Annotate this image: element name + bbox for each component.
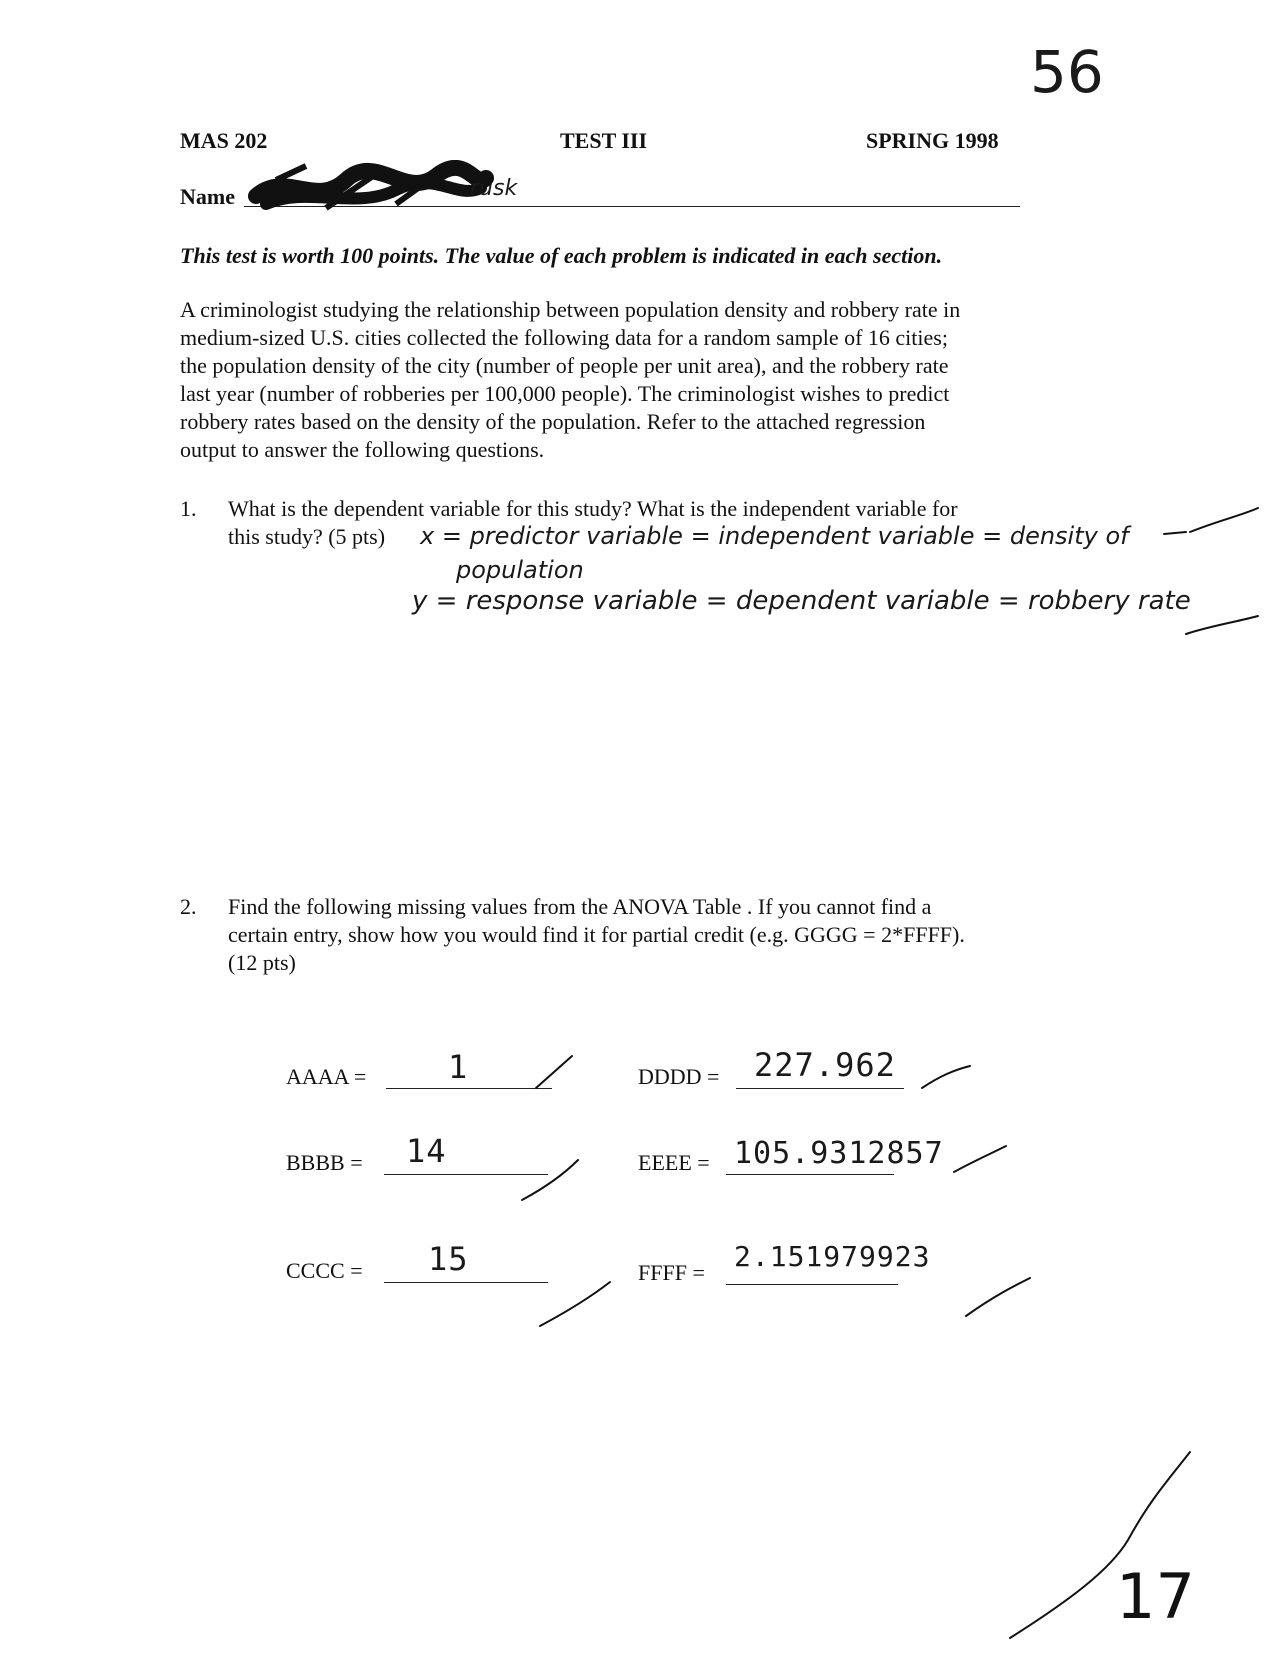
bbbb-value: 14 — [406, 1132, 447, 1170]
test-title: TEST III — [560, 128, 648, 153]
bbbb-label: BBBB = — [286, 1150, 363, 1175]
check-mark-dddd — [922, 1066, 970, 1088]
eeee-value: 105.9312857 — [734, 1136, 944, 1171]
q1-answer-line1: x = predictor variable = independent variable = density of — [420, 522, 1129, 550]
cccc-value: 15 — [428, 1240, 469, 1278]
q2-text-line1: Find the following missing values from the ANOVA Table . If you cannot find a — [228, 894, 932, 919]
q1-answer-line2: population — [456, 556, 584, 584]
q2-number: 2. — [180, 894, 197, 919]
check-mark-bbbb — [522, 1160, 578, 1200]
q1-answer-line3: y = response variable = dependent variable = robbery rate — [412, 586, 1191, 616]
test-term: SPRING 1998 — [866, 128, 999, 153]
aaaa-value: 1 — [448, 1048, 469, 1086]
dddd-value: 227.962 — [754, 1046, 896, 1084]
name-label: Name — [180, 184, 235, 209]
check-mark-eeee — [954, 1146, 1006, 1172]
check-mark-ffff — [966, 1278, 1030, 1316]
ffff-label: FFFF = — [638, 1260, 705, 1285]
q1-number: 1. — [180, 496, 197, 521]
intro-line: A criminologist studying the relationship between population density and robbery rate in — [180, 297, 961, 322]
score-slash — [1010, 1452, 1190, 1638]
name-visible-fragment: rusk — [470, 176, 518, 201]
intro-line: the population density of the city (number of people per unit area), and the robbery rate — [180, 353, 949, 378]
q2-text-line2: certain entry, show how you would find it for partial credit (e.g. GGGG = 2*FFFF). — [228, 922, 965, 947]
aaaa-label: AAAA = — [286, 1064, 367, 1089]
check-mark-q1-b — [1186, 616, 1258, 634]
page-score-top: 56 — [1030, 38, 1104, 106]
intro-line: output to answer the following questions. — [180, 437, 545, 462]
check-mark-cccc — [540, 1282, 610, 1326]
intro-line: robbery rates based on the density of the population. Refer to the attached regression — [180, 409, 926, 434]
instructions: This test is worth 100 points. The value of each problem is indicated in each section. — [180, 243, 943, 268]
check-mark-q1-a-tail — [1164, 532, 1186, 534]
eeee-label: EEEE = — [638, 1150, 710, 1175]
check-mark-aaaa — [536, 1056, 572, 1088]
intro-line: last year (number of robberies per 100,000 people). The criminologist wishes to predict — [180, 381, 950, 406]
check-mark-q1-a — [1190, 508, 1258, 532]
q1-text-line2: this study? (5 pts) — [228, 524, 386, 549]
intro-line: medium-sized U.S. cities collected the following data for a random sample of 16 cities; — [180, 325, 948, 350]
q1-text-line1: What is the dependent variable for this study? What is the independent variable for — [228, 496, 958, 521]
cccc-label: CCCC = — [286, 1258, 363, 1283]
ffff-value: 2.151979923 — [734, 1240, 931, 1273]
dddd-label: DDDD = — [638, 1064, 720, 1089]
page-score-bottom: 17 — [1116, 1560, 1195, 1633]
course-code: MAS 202 — [180, 128, 268, 153]
q2-text-line3: (12 pts) — [228, 950, 296, 975]
